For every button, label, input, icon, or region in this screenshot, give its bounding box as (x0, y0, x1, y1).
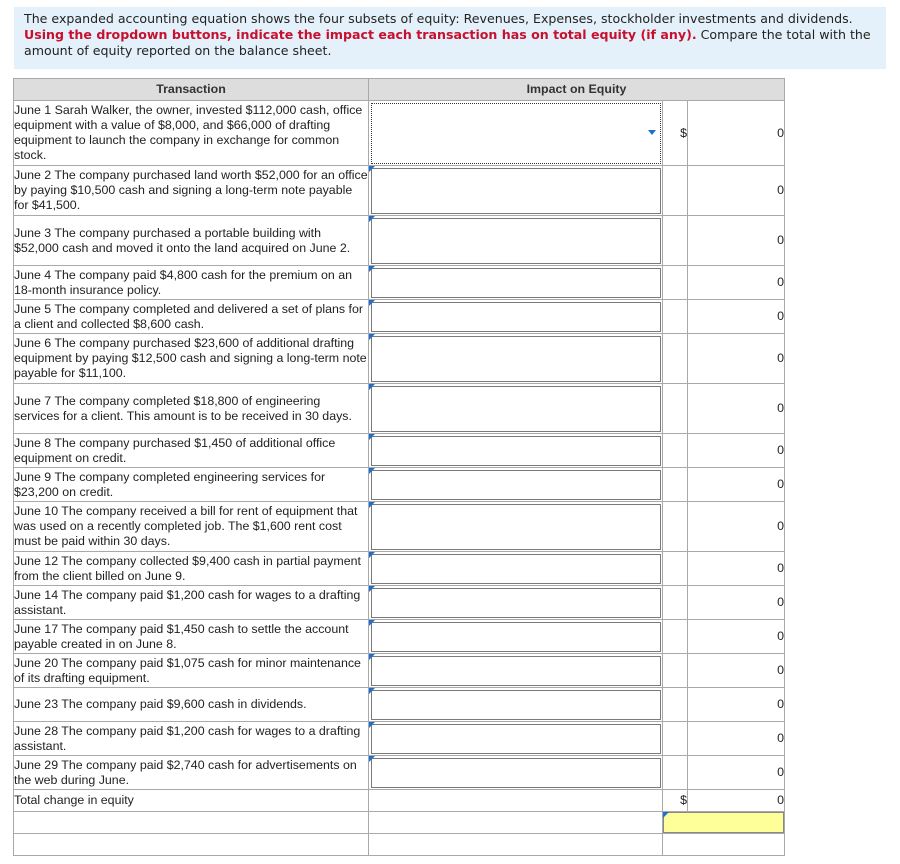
dropdown-marker-icon (369, 266, 375, 272)
instructions-emphasis: Using the dropdown buttons, indicate the impact each transaction has on total equity (if any). (24, 27, 697, 42)
impact-value: 0 (688, 620, 785, 654)
transaction-cell: June 2 The company purchased land worth $52,000 for an office by paying $10,500 cash and signing a long-term note payable for $41,500. (14, 166, 369, 216)
impact-dropdown[interactable] (369, 334, 663, 384)
transaction-cell: June 9 The company completed engineering services for $23,200 on credit. (14, 468, 369, 502)
dropdown-marker-icon (663, 812, 669, 818)
impact-value: 0 (688, 552, 785, 586)
transaction-cell: June 10 The company received a bill for rent of equipment that was used on a recently completed job. The $1,600 rent cost must be paid within 30 days. (14, 502, 369, 552)
impact-value: 0 (688, 654, 785, 688)
table-row (14, 300, 785, 334)
total-value: 0 (688, 790, 785, 812)
impact-dropdown[interactable] (369, 688, 663, 722)
table-row (14, 334, 785, 384)
impact-value: 0 (688, 502, 785, 552)
impact-value: 0 (688, 166, 785, 216)
transaction-cell: June 5 The company completed and delivered a set of plans for a client and collected $8,600 cash. (14, 300, 369, 334)
table-row (14, 166, 785, 216)
impact-value: 0 (688, 334, 785, 384)
transaction-cell: June 3 The company purchased a portable building with $52,000 cash and moved it onto the land acquired on June 2. (14, 216, 369, 266)
table-row (14, 101, 785, 166)
table-row (14, 266, 785, 300)
table-row (14, 502, 785, 552)
dropdown-marker-icon (369, 434, 375, 440)
dollar-sign: $ (663, 101, 688, 166)
impact-dropdown[interactable] (369, 468, 663, 502)
impact-value: 0 (688, 434, 785, 468)
transaction-cell: June 6 The company purchased $23,600 of additional drafting equipment by paying $12,500 cash and signing a long-term note payable for $11,100. (14, 334, 369, 384)
impact-value: 0 (688, 468, 785, 502)
impact-value: 0 (688, 384, 785, 434)
dropdown-marker-icon (369, 166, 375, 172)
impact-dropdown[interactable] (369, 166, 663, 216)
dropdown-marker-icon (369, 756, 375, 762)
impact-value: 0 (688, 722, 785, 756)
blank-row (14, 834, 785, 856)
transaction-cell: June 20 The company paid $1,075 cash for minor maintenance of its drafting equipment. (14, 654, 369, 688)
impact-dropdown[interactable] (369, 216, 663, 266)
impact-dropdown[interactable] (369, 434, 663, 468)
dropdown-marker-icon (369, 552, 375, 558)
impact-value: 0 (688, 586, 785, 620)
impact-dropdown[interactable] (369, 266, 663, 300)
table-row (14, 434, 785, 468)
table-row (14, 552, 785, 586)
impact-value: 0 (688, 300, 785, 334)
transaction-cell: June 4 The company paid $4,800 cash for the premium on an 18-month insurance policy. (14, 266, 369, 300)
transaction-cell: June 12 The company collected $9,400 cash in partial payment from the client billed on June 9. (14, 552, 369, 586)
dropdown-marker-icon (369, 300, 375, 306)
total-row (14, 790, 785, 812)
impact-dropdown[interactable] (369, 384, 663, 434)
table-row (14, 688, 785, 722)
transaction-cell: June 7 The company completed $18,800 of engineering services for a client. This amount is to be received in 30 days. (14, 384, 369, 434)
transaction-cell: June 23 The company paid $9,600 cash in dividends. (14, 688, 369, 722)
impact-dropdown[interactable] (369, 722, 663, 756)
dropdown-marker-icon (369, 384, 375, 390)
impact-value: 0 (688, 688, 785, 722)
transaction-header: Transaction (14, 79, 369, 101)
total-dollar-sign: $ (663, 790, 688, 812)
transaction-cell: June 14 The company paid $1,200 cash for wages to a drafting assistant. (14, 586, 369, 620)
table-row (14, 722, 785, 756)
impact-dropdown[interactable] (369, 552, 663, 586)
transaction-cell: June 28 The company paid $1,200 cash for wages to a drafting assistant. (14, 722, 369, 756)
table-row (14, 216, 785, 266)
dropdown-marker-icon (369, 468, 375, 474)
instructions-text-rest: Compare the total with the amount of equity reported on the balance sheet. (24, 27, 871, 58)
impact-value: 0 (688, 756, 785, 790)
impact-dropdown[interactable] (369, 620, 663, 654)
equity-table (13, 78, 785, 856)
transaction-cell: June 1 Sarah Walker, the owner, invested $112,000 cash, office equipment with a value of $8,000, and $66,000 of drafting equipment to launch the company in exchange for common stock. (14, 101, 369, 166)
impact-dropdown[interactable] (369, 586, 663, 620)
dropdown-marker-icon (369, 654, 375, 660)
instructions-banner (14, 7, 886, 69)
table-row (14, 756, 785, 790)
table-row (14, 384, 785, 434)
dropdown-marker-icon (369, 620, 375, 626)
transaction-cell: June 29 The company paid $2,740 cash for advertisements on the web during June. (14, 756, 369, 790)
impact-dropdown[interactable] (369, 101, 663, 166)
instructions-text: The expanded accounting equation shows the four subsets of equity: Revenues, Expenses, stockholder investments and dividends. (24, 11, 853, 26)
table-row (14, 468, 785, 502)
impact-dropdown[interactable] (369, 654, 663, 688)
table-row (14, 586, 785, 620)
total-label: Total change in equity (14, 790, 369, 812)
table-row (14, 620, 785, 654)
transaction-cell: June 8 The company purchased $1,450 of additional office equipment on credit. (14, 434, 369, 468)
impact-header: Impact on Equity (369, 79, 785, 101)
dropdown-marker-icon (369, 334, 375, 340)
impact-value: 0 (688, 266, 785, 300)
transaction-cell: June 17 The company paid $1,450 cash to settle the account payable created in on June 8. (14, 620, 369, 654)
impact-value: 0 (688, 101, 785, 166)
impact-dropdown[interactable] (369, 756, 663, 790)
dropdown-marker-icon (369, 586, 375, 592)
dropdown-marker-icon (369, 688, 375, 694)
dropdown-marker-icon (369, 502, 375, 508)
chevron-down-icon[interactable] (648, 130, 656, 135)
impact-dropdown[interactable] (369, 502, 663, 552)
impact-dropdown[interactable] (369, 300, 663, 334)
equity-answer-dropdown[interactable] (663, 812, 785, 834)
answer-row (14, 812, 785, 834)
table-row (14, 654, 785, 688)
dropdown-marker-icon (369, 216, 375, 222)
impact-value: 0 (688, 216, 785, 266)
dropdown-marker-icon (369, 722, 375, 728)
